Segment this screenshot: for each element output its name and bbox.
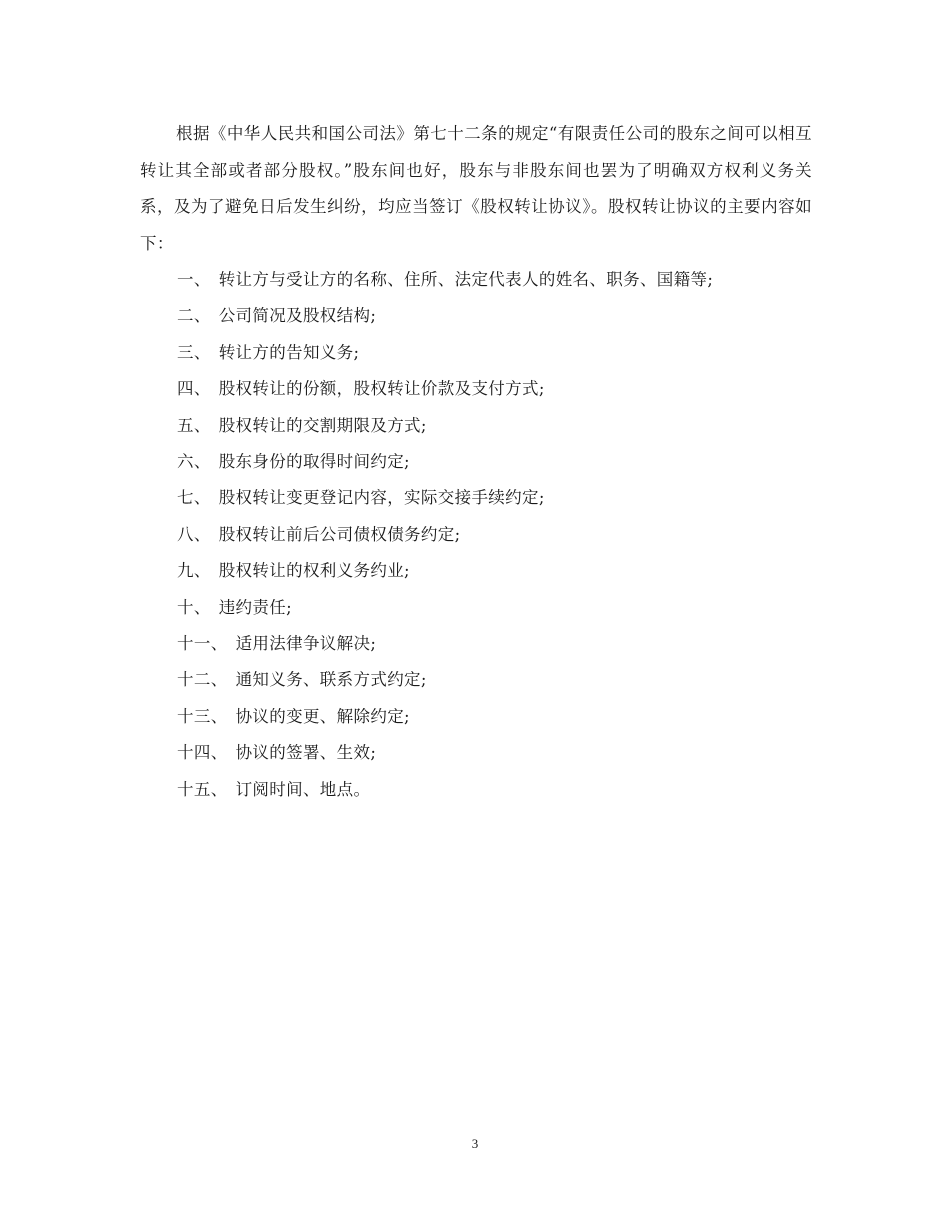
list-item-text: 违约责任; [218, 597, 293, 617]
list-item-number: 十、 [177, 597, 211, 617]
list-item [177, 408, 713, 444]
list-item [177, 626, 713, 662]
list-item-number: 六、 [177, 452, 211, 472]
list-item [177, 371, 713, 407]
list-item [177, 772, 713, 808]
list-item [177, 262, 713, 298]
list-item-text: 股权转让的交割期限及方式; [218, 415, 427, 435]
list-item-number: 十五、 [177, 779, 228, 799]
list-item-number: 七、 [177, 488, 211, 508]
list-item-number: 一、 [177, 270, 211, 289]
list-item-text: 适用法律争议解决; [235, 634, 377, 654]
list-item [177, 590, 713, 626]
list-item-number: 二、 [177, 306, 211, 326]
list-item-text: 转让方与受让方的名称、住所、法定代表人的姓名、职务、国籍等; [218, 270, 714, 289]
list-item-text: 股权转让前后公司债权债务约定; [218, 524, 461, 544]
list-item-text: 股权转让的权利义务约业; [218, 561, 410, 581]
intro-paragraph: 根据《中华人民共和国公司法》第七十二条的规定“有限责任公司的股东之间可以相互转让其全部或者部分股权。”股东间也好，股东与非股东间也罢为了明确双方权利义务关系，及为了避免日后发生纠纷，均应当签订《股权转让协议》。股权转让协议的主要内容如下： [140, 124, 812, 253]
list-item [177, 444, 713, 480]
list-item [177, 480, 713, 516]
list-item-number: 九、 [177, 561, 211, 581]
list-item-text: 订阅时间、地点。 [235, 779, 371, 799]
list-item [177, 735, 713, 771]
list-item [177, 298, 713, 334]
list-item-text: 协议的签署、生效; [235, 743, 377, 763]
list-item-text: 通知义务、联系方式约定; [235, 670, 427, 690]
list-item-text: 协议的变更、解除约定; [235, 706, 410, 726]
list-item [177, 335, 713, 371]
list-item-number: 十四、 [177, 743, 228, 763]
list-item-number: 八、 [177, 524, 211, 544]
list-item-number: 十三、 [177, 706, 228, 726]
list-item-text: 股权转让变更登记内容，实际交接手续约定; [218, 488, 545, 508]
list-item [177, 662, 713, 698]
list-item-number: 三、 [177, 342, 211, 362]
list-item-text: 股东身份的取得时间约定; [218, 452, 410, 472]
list-item [177, 517, 713, 553]
list-item-number: 十二、 [177, 670, 228, 690]
list-item [177, 699, 713, 735]
list-item-number: 五、 [177, 415, 211, 435]
list-item-text: 公司简况及股权结构; [218, 306, 377, 326]
list-item-number: 四、 [177, 379, 211, 399]
list-item [177, 553, 713, 589]
list-item-text: 股权转让的份额，股权转让价款及支付方式; [218, 379, 545, 399]
content-item-list [177, 262, 713, 808]
list-item-number: 十一、 [177, 634, 228, 654]
list-item-text: 转让方的告知义务; [218, 342, 360, 362]
page-number: 3 [471, 1136, 479, 1151]
